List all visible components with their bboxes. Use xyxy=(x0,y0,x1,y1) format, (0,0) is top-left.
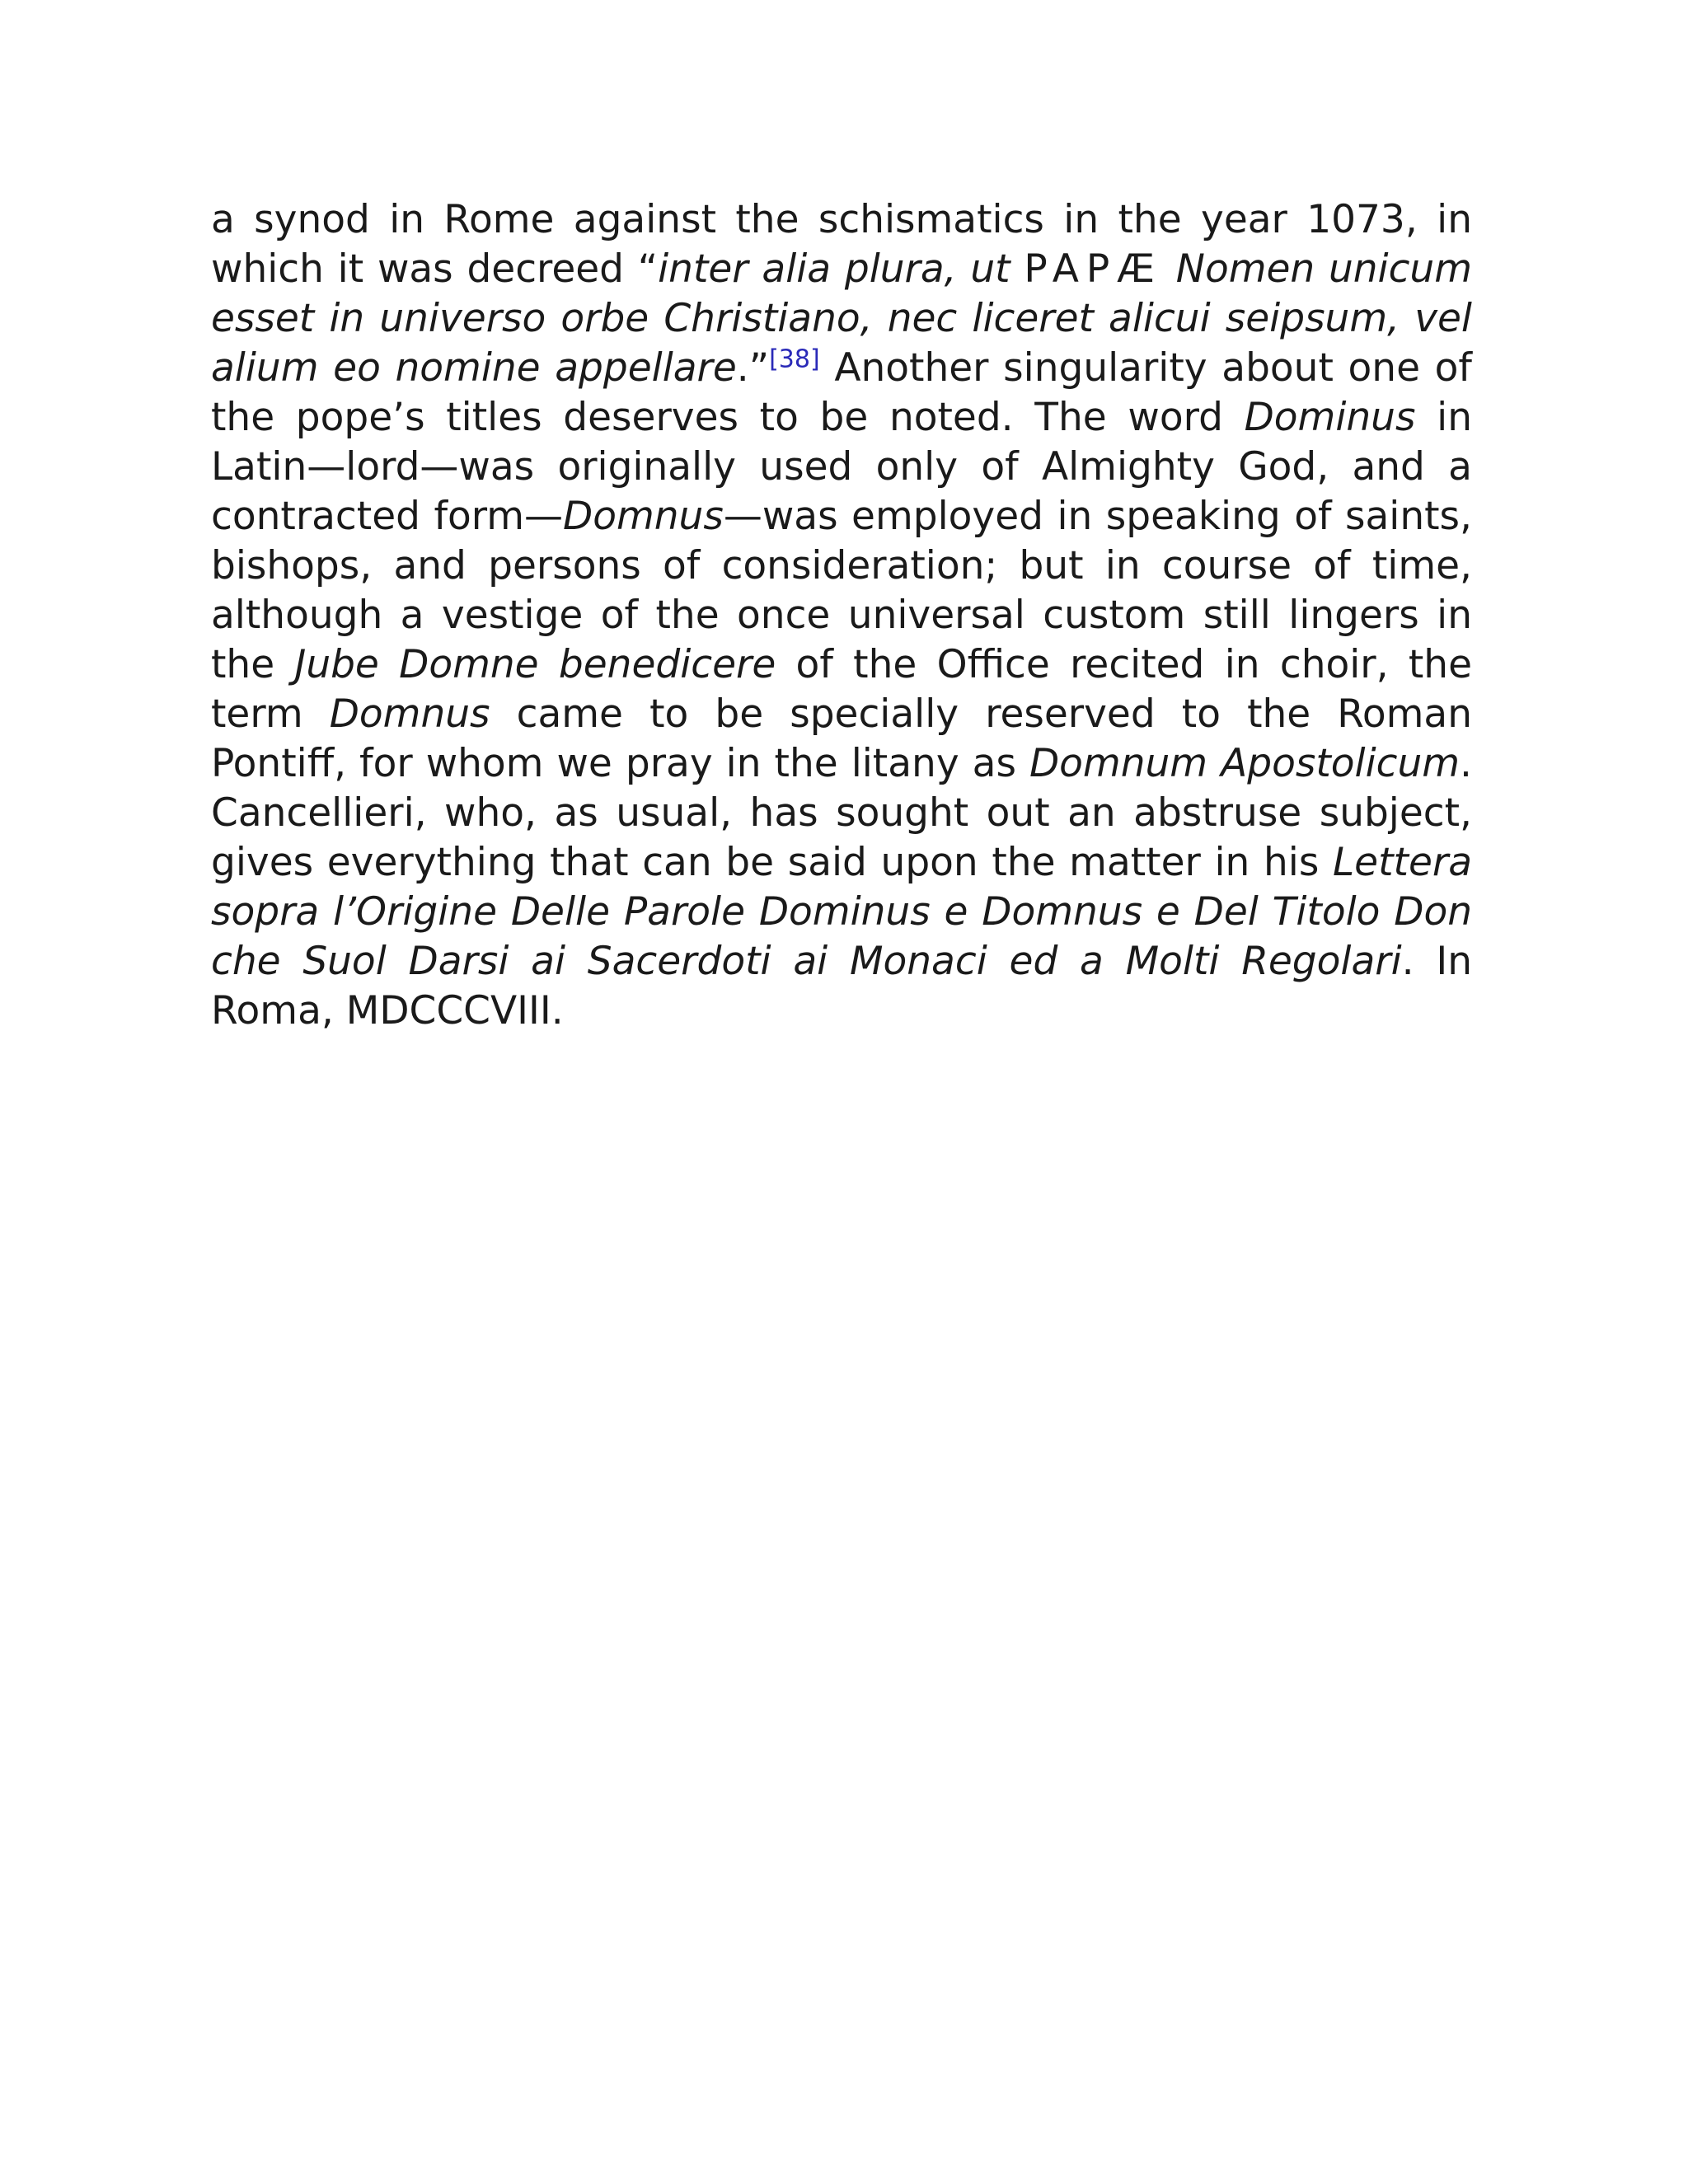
italic-term-dominus: Dominus xyxy=(1244,395,1416,440)
italic-phrase-jube-domne: Jube Domne benedicere xyxy=(294,642,776,687)
text-run: .” xyxy=(736,345,770,391)
text-run: Another singularity about one of the pope’s titles deserves to be noted. The word xyxy=(211,345,1472,440)
text-run: —was employed in speaking of saints, bishops, and persons of consideration; but in course of time, although a vestige of the once universal custom still lingers in the xyxy=(211,494,1472,687)
papae-spaced-word: PAPÆ xyxy=(1024,246,1163,292)
italic-term-domnus: Domnus xyxy=(563,494,724,539)
italic-term-domnus-2: Domnus xyxy=(329,691,490,737)
italic-phrase-domnum-apostolicum: Domnum Apostolicum xyxy=(1029,741,1461,786)
latin-quote-part-2: Nomen unicum esset in universo orbe Christiano, nec liceret alicui seipsum, vel alium eo nomine appellare xyxy=(211,246,1473,391)
text-run: a synod in Rome against the schismatics in the year 1073, in which it was decreed “ xyxy=(211,197,1472,292)
italic-book-title: Lettera sopra l’Origine Delle Parole Dominus e Domnus e Del Titolo Don che Suol Darsi ai Sacerdoti ai Monaci ed a Molti Regolari xyxy=(211,840,1472,984)
latin-quote-part-1: inter alia plura, ut xyxy=(658,246,1025,292)
text-run: . Cancellieri, who, as usual, has sought out an abstruse subject, gives everything that can be said upon the matter in his xyxy=(211,741,1472,885)
body-paragraph xyxy=(211,195,1472,1036)
text-run: of the Office recited in choir, the term xyxy=(211,642,1473,737)
text-run: . In Roma, MDCCCVIII. xyxy=(211,939,1472,1033)
text-run: in Latin—lord—was originally used only of Almighty God, and a contracted form— xyxy=(211,395,1472,539)
text-run: came to be specially reserved to the Roman Pontiff, for whom we pray in the litany as xyxy=(211,691,1472,786)
footnote-link-38[interactable]: [38] xyxy=(769,344,820,374)
